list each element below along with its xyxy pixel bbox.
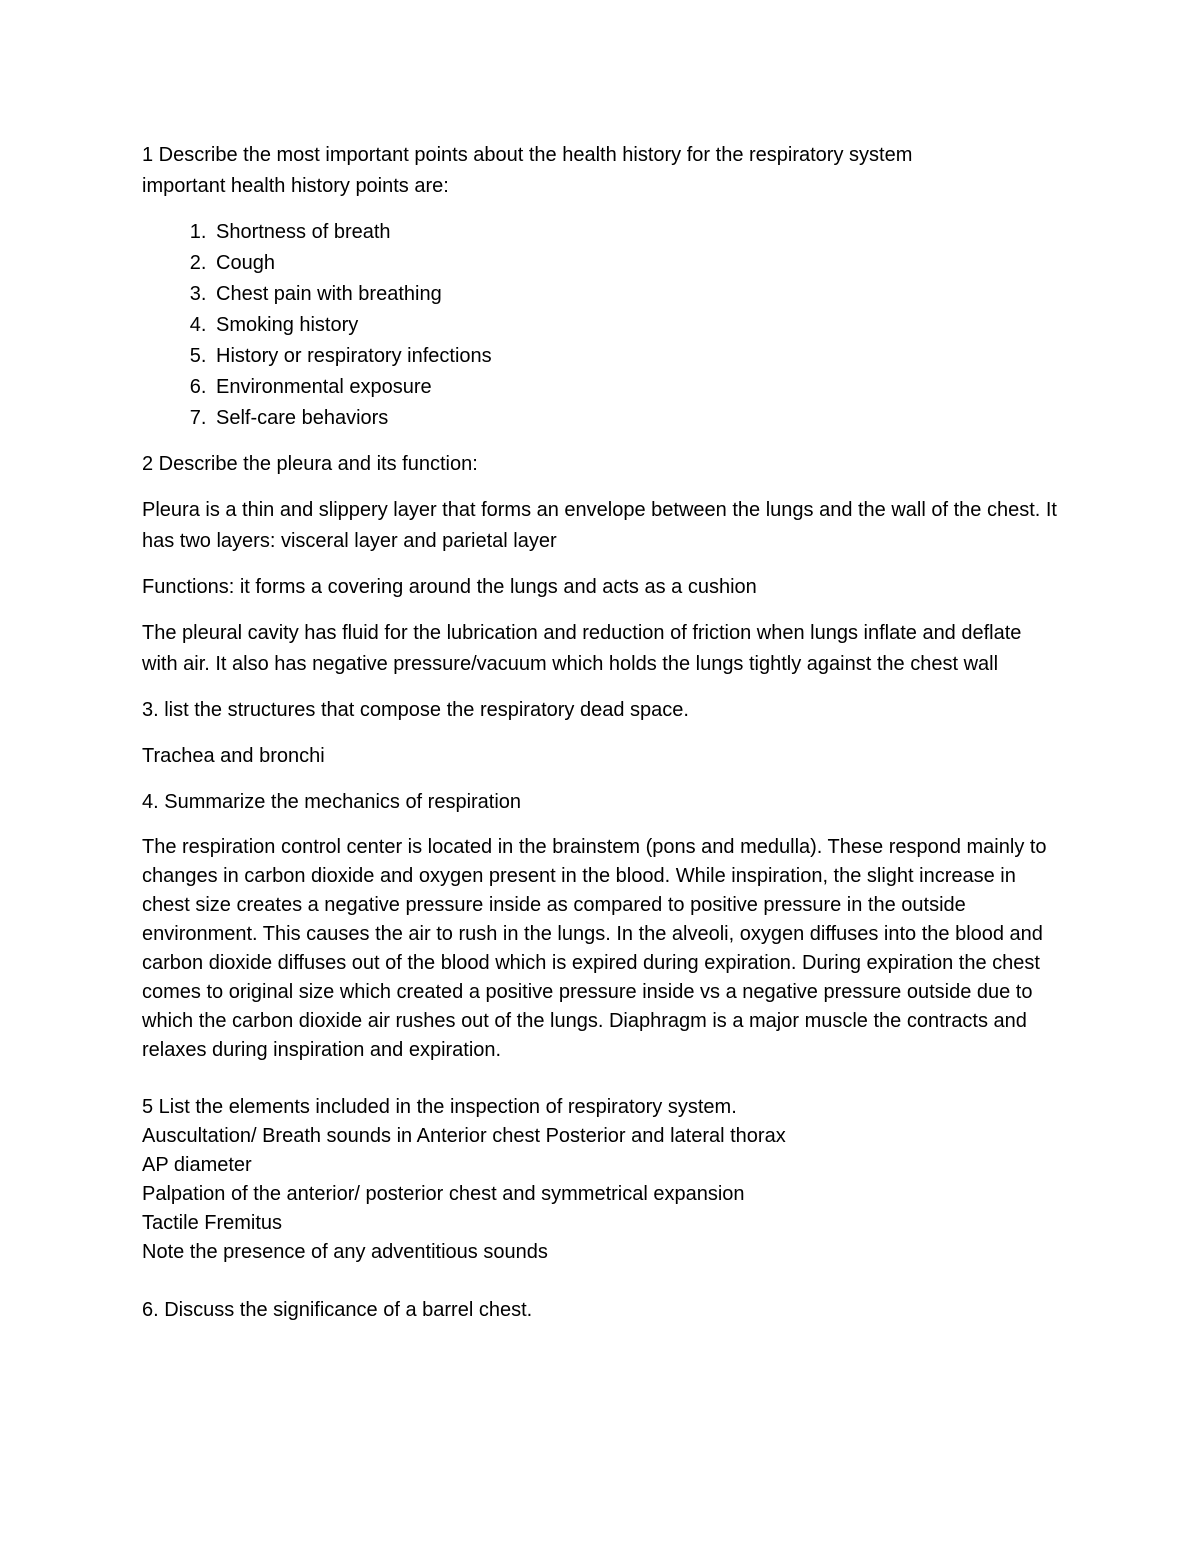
q3-answer: Trachea and bronchi [142, 745, 325, 767]
question-2 [142, 449, 1062, 680]
q2-paragraph-3: The pleural cavity has fluid for the lubrication and reduction of friction when lungs inflate and deflate with air. It also has negative pressure/vacuum which holds the lungs tightly against the chest wall [142, 622, 1022, 675]
question-4 [142, 787, 1062, 1065]
inspection-line: Note the presence of any adventitious sounds [142, 1241, 548, 1263]
q3-heading: 3. list the structures that compose the respiratory dead space. [142, 699, 689, 721]
list-item: 2. Cough [212, 248, 1062, 279]
inspection-line: Palpation of the anterior/ posterior chest and symmetrical expansion [142, 1183, 745, 1205]
q2-paragraph-2: Functions: it forms a covering around the lungs and acts as a cushion [142, 576, 757, 598]
q1-heading: 1 Describe the most important points about the health history for the respiratory system [142, 144, 913, 166]
q4-answer: The respiration control center is located in the brainstem (pons and medulla). These respond mainly to changes in carbon dioxide and oxygen present in the blood. While inspiration, the slight increase in chest size creates a negative pressure inside as compared to positive pressure in the outside environment. This causes the air to rush in the lungs. In the alveoli, oxygen diffuses into the blood and carbon dioxide diffuses out of the blood which is expired during expiration. During expiration the chest comes to original size which created a positive pressure inside vs a negative pressure outside due to which the carbon dioxide air rushes out of the lungs. Diaphragm is a major muscle the contracts and relaxes during inspiration and expiration. [142, 836, 1047, 1061]
q4-heading: 4. Summarize the mechanics of respiration [142, 791, 522, 813]
q2-heading: 2 Describe the pleura and its function: [142, 453, 478, 475]
health-history-list [142, 217, 1062, 434]
q6-heading: 6. Discuss the significance of a barrel chest. [142, 1299, 533, 1321]
q5-heading: 5 List the elements included in the inspection of respiratory system. [142, 1096, 737, 1118]
question-3 [142, 695, 1062, 772]
question-5 [142, 1093, 1062, 1267]
document-body [142, 140, 1062, 1341]
question-1 [142, 140, 1062, 434]
list-item: 1. Shortness of breath [212, 217, 1062, 248]
inspection-line: Tactile Fremitus [142, 1212, 283, 1234]
list-item: 6. Environmental exposure [212, 372, 1062, 403]
question-6 [142, 1295, 1062, 1326]
q2-paragraph-1: Pleura is a thin and slippery layer that forms an envelope between the lungs and the wall of the chest. It has two layers: visceral layer and parietal layer [142, 499, 1057, 552]
q1-intro: important health history points are: [142, 175, 449, 197]
list-item: 7. Self-care behaviors [212, 403, 1062, 434]
list-item: 5. History or respiratory infections [212, 341, 1062, 372]
inspection-line: Auscultation/ Breath sounds in Anterior chest Posterior and lateral thorax [142, 1125, 786, 1147]
inspection-line: AP diameter [142, 1154, 252, 1176]
list-item: 3. Chest pain with breathing [212, 279, 1062, 310]
list-item: 4. Smoking history [212, 310, 1062, 341]
q1-heading-block [142, 140, 1062, 202]
